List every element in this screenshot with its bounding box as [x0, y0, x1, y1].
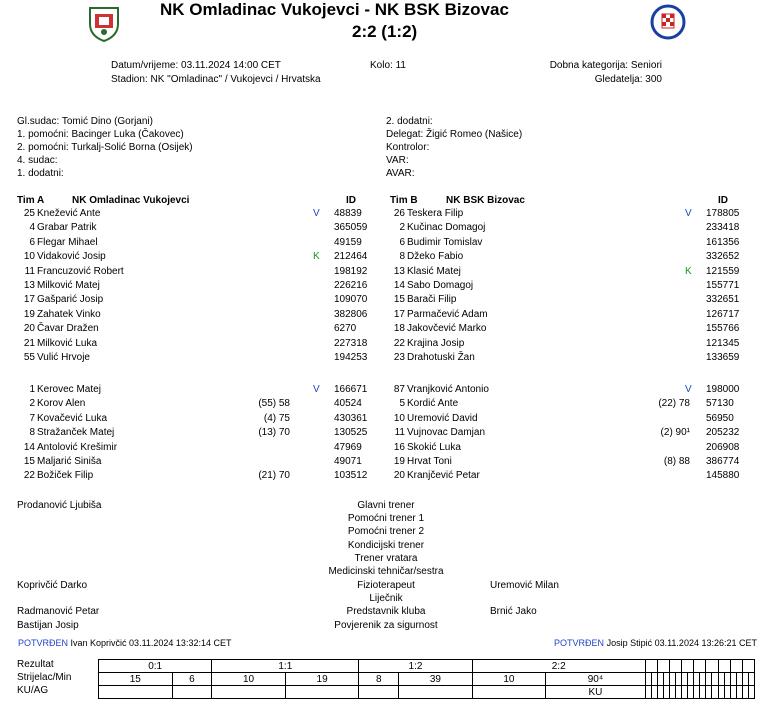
result-score-cell: [730, 660, 742, 673]
player-number: 14: [393, 280, 405, 291]
player-name: Vranjković Antonio: [407, 384, 489, 395]
home-club-crest-icon: [86, 2, 122, 42]
player-name: Čavar Dražen: [37, 323, 99, 335]
player-number: 26: [393, 208, 405, 219]
staff-role: Pomoćni trener 1: [347, 513, 425, 524]
team-b-club-rep: Brnić Jako: [490, 606, 537, 617]
player-name: Klasić Matej: [407, 265, 461, 277]
player-number: 7: [29, 412, 35, 424]
result-score-cell: [706, 660, 718, 673]
team-a-confirmation: [18, 638, 231, 648]
staff-role: Povjerenik za sigurnost: [334, 620, 438, 631]
ku-ag-cell: [212, 686, 286, 699]
round: Kolo: 11: [370, 60, 406, 71]
player-number: 16: [393, 441, 405, 453]
scorer-cell: 90⁴: [546, 673, 646, 686]
ku-ag-cell: KU: [546, 686, 646, 699]
player-number: 15: [393, 294, 405, 306]
goalkeeper-mark: V: [685, 384, 692, 395]
player-number: 23: [393, 352, 405, 363]
player-name: Kovačević Luka: [37, 412, 108, 424]
player-id: 49159: [334, 236, 362, 248]
substitution-info: (4) 75: [263, 412, 290, 424]
player-id: 133659: [706, 352, 740, 363]
team-a-security: Bastijan Josip: [17, 620, 79, 631]
player-id: 40524: [334, 398, 362, 410]
player-id: 212464: [334, 251, 368, 263]
player-name: Kerovec Matej: [37, 384, 101, 395]
player-name: Drahotuski Žan: [407, 352, 475, 363]
official-line: AVAR:: [386, 168, 415, 179]
captain-mark: K: [685, 265, 692, 277]
player-number: 2: [399, 222, 405, 234]
stadium: Stadion: NK "Omladinac" / Vukojevci / Hrvatska: [111, 74, 321, 85]
player-name: Jakovčević Marko: [407, 323, 487, 335]
result-label: Rezultat: [17, 659, 54, 670]
team-a-physio: Koprivčić Darko: [17, 580, 88, 591]
away-club-crest-icon: [650, 4, 686, 40]
player-name: Uremović David: [407, 412, 478, 424]
player-id: 332652: [706, 251, 740, 263]
player-id: 48839: [334, 208, 362, 219]
player-number: 10: [23, 251, 35, 263]
team-a-label: Tim A: [17, 195, 45, 206]
player-name: Gašparić Josip: [37, 294, 104, 306]
result-score-cell: [682, 660, 694, 673]
date-time: Datum/vrijeme: 03.11.2024 14:00 CET: [111, 60, 281, 71]
player-id: 178805: [706, 208, 740, 219]
player-number: 11: [394, 427, 405, 439]
player-name: Vidaković Josip: [37, 251, 106, 263]
player-id: 332651: [706, 294, 740, 306]
official-line: 2. pomoćni: Turkalj-Solić Borna (Osijek): [17, 142, 193, 153]
player-id: 145880: [706, 470, 740, 482]
player-id: 155766: [706, 323, 740, 335]
player-number: 19: [393, 456, 405, 467]
ku-ag-cell: [359, 686, 399, 699]
team-a-club-rep: Radmanović Petar: [17, 606, 100, 617]
player-id: 226216: [334, 280, 368, 291]
player-name: Milković Luka: [37, 337, 98, 349]
player-name: Kordić Ante: [407, 398, 459, 410]
official-line: Delegat: Žigić Romeo (Našice): [386, 129, 523, 140]
player-number: 22: [23, 470, 35, 482]
result-score-cell: [694, 660, 706, 673]
official-line: 1. dodatni:: [17, 168, 64, 179]
player-number: 6: [29, 236, 35, 248]
player-name: Sabo Domagoj: [407, 280, 474, 291]
scorer-cell: 19: [285, 673, 359, 686]
substitution-info: (13) 70: [258, 427, 290, 439]
player-id: 194253: [334, 352, 368, 363]
player-number: 17: [23, 294, 35, 306]
player-id: 47969: [334, 441, 362, 453]
player-name: Kranjčević Petar: [407, 470, 480, 482]
player-name: Vujnovac Damjan: [407, 427, 486, 439]
player-number: 55: [23, 352, 35, 363]
player-name: Flegar Mihael: [37, 236, 98, 248]
player-name: Zahatek Vinko: [37, 308, 101, 320]
official-line: 1. pomoćni: Bacinger Luka (Čakovec): [17, 129, 184, 140]
staff-role: Glavni trener: [357, 500, 415, 511]
result-score-cell: 1:2: [359, 660, 472, 673]
player-id: 206908: [706, 441, 740, 453]
match-title: NK Omladinac Vukojevci - NK BSK Bizovac: [160, 0, 509, 19]
result-score-cell: 0:1: [99, 660, 212, 673]
ku-ag-cell: [99, 686, 173, 699]
player-name: Antolović Krešimir: [37, 441, 118, 453]
player-number: 13: [23, 280, 35, 291]
player-name: Božiček Filip: [37, 470, 94, 482]
result-score-cell: [718, 660, 730, 673]
goalkeeper-mark: V: [313, 384, 320, 395]
player-name: Korov Alen: [37, 398, 86, 410]
team-b-label: Tim B: [390, 195, 418, 206]
substitution-info: (55) 58: [258, 398, 290, 410]
staff-role: Medicinski tehničar/sestra: [328, 566, 444, 577]
ku-ag-label: KU/AG: [17, 685, 49, 696]
player-name: Kučinac Domagoj: [407, 222, 486, 234]
official-line: 2. dodatni:: [386, 116, 433, 127]
official-line: Gl.sudac: Tomić Dino (Gorjani): [17, 116, 153, 127]
result-grid: [98, 659, 755, 699]
player-number: 19: [23, 308, 35, 320]
player-name: Milković Matej: [37, 280, 100, 291]
player-id: 155771: [706, 280, 740, 291]
result-score-cell: [670, 660, 682, 673]
goalkeeper-mark: V: [313, 208, 320, 219]
player-id: 121345: [706, 337, 740, 349]
player-number: 1: [29, 384, 35, 395]
player-number: 25: [23, 208, 35, 219]
spectators: Gledatelja: 300: [594, 74, 662, 85]
staff-role: Fizioterapeut: [357, 580, 415, 591]
result-score-cell: [742, 660, 754, 673]
team-b-id-header: ID: [718, 195, 728, 206]
player-id: 365059: [334, 222, 368, 234]
team-a-id-header: ID: [346, 195, 356, 206]
scorer-cell: 15: [99, 673, 173, 686]
staff-role: Kondicijski trener: [347, 540, 425, 551]
player-number: 11: [24, 265, 35, 277]
player-id: 126717: [706, 308, 740, 320]
player-name: Maljarić Siniša: [37, 456, 102, 467]
team-b-name: NK BSK Bizovac: [446, 195, 525, 206]
scorer-cell: 6: [172, 673, 212, 686]
substitution-info: (21) 70: [258, 470, 290, 482]
player-id: 198192: [334, 265, 368, 277]
player-id: 386774: [706, 456, 740, 467]
official-line: 4. sudac:: [17, 155, 58, 166]
player-number: 20: [393, 470, 405, 482]
team-a-confirm-text: Ivan Koprivčić 03.11.2024 13:32:14 CET: [70, 638, 232, 648]
player-id: 121559: [706, 265, 740, 277]
player-name: Francuzović Robert: [37, 265, 124, 277]
player-id: 233418: [706, 222, 740, 234]
team-b-confirm-text: Josip Stipić 03.11.2024 13:26:21 CET: [606, 638, 757, 648]
player-name: Parmačević Adam: [407, 308, 488, 320]
scorer-cell: [748, 673, 754, 686]
player-name: Krajina Josip: [407, 337, 465, 349]
captain-mark: K: [313, 251, 320, 263]
player-number: 2: [29, 398, 35, 410]
official-line: Kontrolor:: [386, 142, 430, 153]
player-name: Knežević Ante: [37, 208, 101, 219]
player-name: Džeko Fabio: [407, 251, 464, 263]
player-number: 6: [399, 236, 405, 248]
scorer-cell: 8: [359, 673, 399, 686]
player-id: 6270: [334, 323, 357, 335]
player-id: 109070: [334, 294, 368, 306]
ku-ag-cell: [472, 686, 546, 699]
player-id: 130525: [334, 427, 368, 439]
player-number: 8: [399, 251, 405, 263]
ku-ag-cell: [748, 686, 754, 699]
ku-ag-cell: [172, 686, 212, 699]
result-score-cell: [657, 660, 669, 673]
player-name: Budimir Tomislav: [407, 236, 483, 248]
scorer-cell: 39: [399, 673, 473, 686]
player-id: 166671: [334, 384, 368, 395]
player-name: Skokić Luka: [407, 441, 461, 453]
staff-role: Pomoćni trener 2: [347, 526, 425, 537]
player-number: 18: [393, 323, 405, 335]
player-id: 56950: [706, 412, 734, 424]
player-number: 20: [23, 323, 35, 335]
official-line: VAR:: [386, 155, 409, 166]
player-name: Teskera Filip: [407, 208, 464, 219]
scorer-label: Strijelac/Min: [17, 672, 72, 683]
staff-role: Predstavnik kluba: [346, 606, 426, 617]
result-score-cell: 2:2: [472, 660, 645, 673]
player-name: Barači Filip: [407, 294, 457, 306]
substitution-info: (22) 78: [658, 398, 690, 410]
player-number: 8: [29, 427, 35, 439]
player-number: 14: [23, 441, 35, 453]
player-number: 22: [393, 337, 405, 349]
team-a-head-coach: Prodanović Ljubiša: [17, 500, 102, 511]
player-name: Stražanček Matej: [37, 427, 115, 439]
team-b-confirmation: [554, 638, 757, 648]
player-id: 161356: [706, 236, 740, 248]
scorer-cell: 10: [212, 673, 286, 686]
player-id: 430361: [334, 412, 368, 424]
match-score: 2:2 (1:2): [352, 22, 418, 41]
substitution-info: (8) 88: [663, 456, 690, 467]
team-b-confirm-status: POTVRĐEN: [554, 638, 605, 648]
team-b-physio: Uremović Milan: [490, 580, 559, 591]
player-id: 57130: [706, 398, 734, 410]
player-id: 103512: [334, 470, 368, 482]
player-number: 13: [393, 265, 405, 277]
substitution-info: (2) 90¹: [660, 427, 690, 439]
player-id: 198000: [706, 384, 740, 395]
player-number: 87: [393, 384, 405, 395]
player-id: 227318: [334, 337, 368, 349]
player-number: 15: [23, 456, 35, 467]
age-category: Dobna kategorija: Seniori: [549, 60, 662, 71]
player-id: 205232: [706, 427, 740, 439]
ku-ag-cell: [285, 686, 359, 699]
player-number: 4: [29, 222, 35, 234]
team-a-confirm-status: POTVRĐEN: [18, 638, 69, 648]
team-a-name: NK Omladinac Vukojevci: [72, 195, 190, 206]
player-number: 5: [399, 398, 405, 410]
player-name: Grabar Patrik: [37, 222, 97, 234]
staff-role: Trener vratara: [354, 553, 418, 564]
player-name: Hrvat Toni: [407, 456, 452, 467]
result-score-cell: [645, 660, 657, 673]
staff-role: Liječnik: [369, 593, 403, 604]
scorer-cell: 10: [472, 673, 546, 686]
result-score-cell: 1:1: [212, 660, 359, 673]
player-id: 382806: [334, 308, 368, 320]
player-name: Vulić Hrvoje: [37, 352, 90, 363]
player-number: 21: [23, 337, 35, 349]
player-id: 49071: [334, 456, 362, 467]
ku-ag-cell: [399, 686, 473, 699]
player-number: 10: [393, 412, 405, 424]
goalkeeper-mark: V: [685, 208, 692, 219]
player-number: 17: [393, 308, 405, 320]
